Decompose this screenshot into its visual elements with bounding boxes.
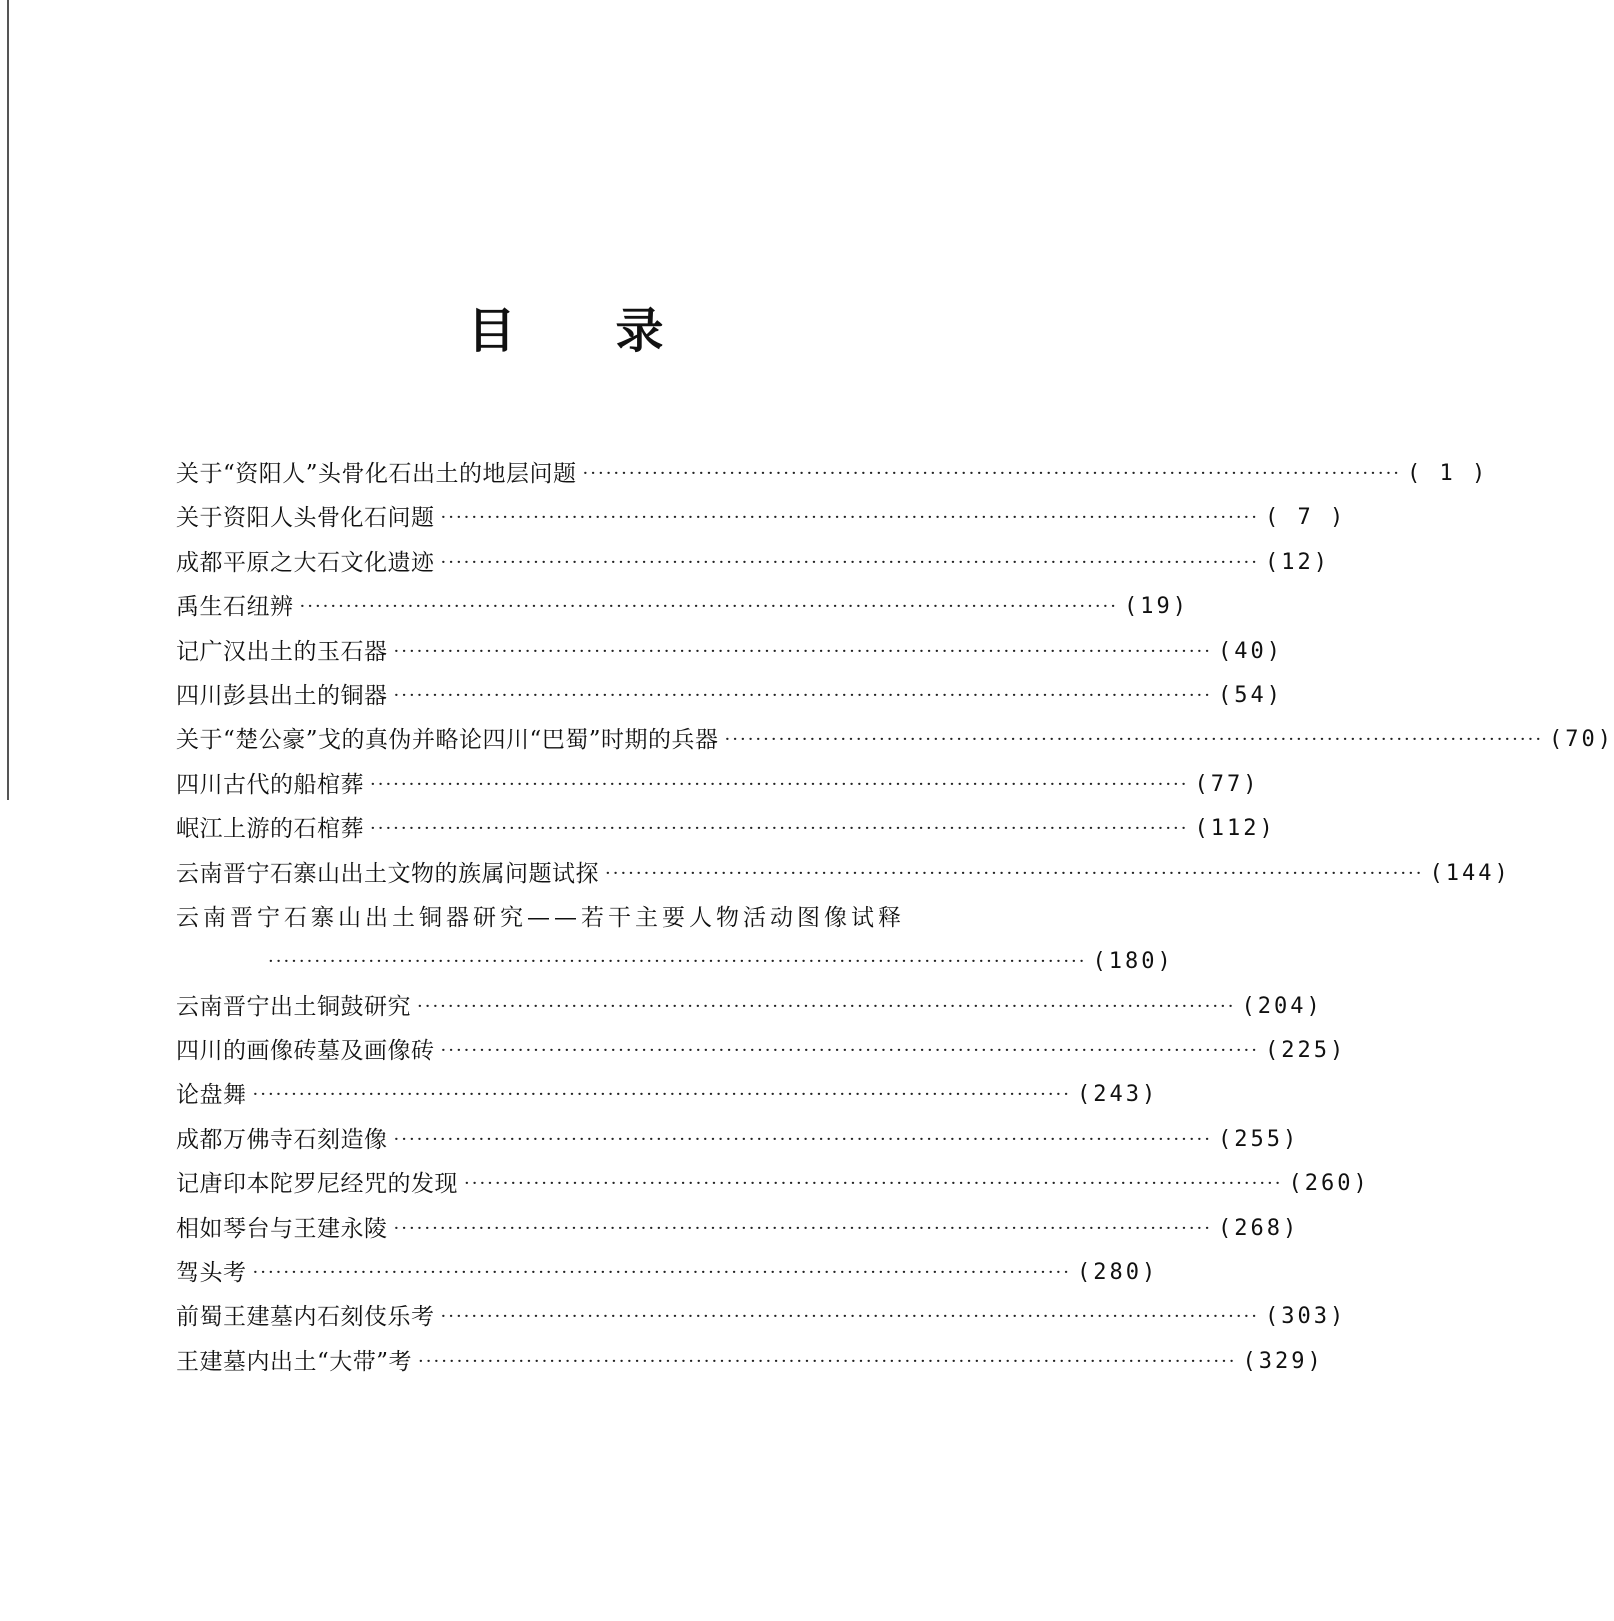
- page-margin-line: [7, 0, 9, 800]
- toc-entry-title: 关于“楚公豪”戈的真伪并略论四川“巴蜀”时期的兵器: [176, 727, 719, 754]
- toc-entry-title: 论盘舞: [176, 1082, 247, 1109]
- toc-entry[interactable]: [176, 896, 976, 940]
- toc-entry-title: 成都平原之大石文化遗迹: [176, 549, 435, 576]
- dot-leader: ··········································································································: [393, 1217, 1212, 1239]
- dot-leader: ··········································································································: [299, 596, 1118, 618]
- toc-entry-page: (268): [1218, 1215, 1300, 1241]
- toc-entry-title: 记唐印本陀罗尼经咒的发现: [176, 1171, 458, 1198]
- dot-leader: ··········································································································: [417, 995, 1236, 1017]
- toc-entry-title: 四川彭县出土的铜器: [176, 682, 388, 709]
- toc-entry[interactable]: [176, 1207, 1300, 1251]
- toc-entry-page: (329): [1242, 1348, 1324, 1374]
- dot-leader: ··········································································································: [370, 773, 1189, 795]
- toc-entry[interactable]: [176, 718, 1614, 762]
- toc-entry-title: 王建墓内出土“大带”考: [176, 1348, 413, 1375]
- toc-entry-page: (280): [1077, 1260, 1159, 1286]
- toc-entry-title: 记广汉出土的玉石器: [176, 638, 388, 665]
- toc-entry-page: (204): [1241, 993, 1323, 1019]
- dot-leader: ··········································································································: [418, 1350, 1237, 1372]
- toc-entry[interactable]: [176, 1073, 1159, 1117]
- toc-entry[interactable]: [176, 1029, 1347, 1073]
- toc-entry[interactable]: [176, 452, 1489, 496]
- toc-entry[interactable]: [176, 496, 1347, 540]
- dot-leader: ··········································································································: [440, 1040, 1259, 1062]
- toc-entry[interactable]: [176, 807, 1276, 851]
- toc-entry-title: 四川古代的船棺葬: [176, 771, 364, 798]
- toc-entry-title: 相如琴台与王建永陵: [176, 1215, 388, 1242]
- toc-entry[interactable]: [176, 1340, 1324, 1384]
- toc-entry-title: 云南晋宁出土铜鼓研究: [176, 993, 411, 1020]
- toc-entry-title: 云南晋宁石寨山出土文物的族属问题试探: [176, 860, 599, 887]
- toc-entry-title: 成都万佛寺石刻造像: [176, 1126, 388, 1153]
- toc-entry[interactable]: [176, 763, 1260, 807]
- toc-entry[interactable]: [176, 852, 1511, 896]
- toc-entry-page: (77): [1194, 771, 1260, 797]
- dot-leader: ··········································································································: [464, 1173, 1283, 1195]
- toc-entry[interactable]: [176, 985, 1323, 1029]
- toc-entry-page: (144): [1429, 860, 1511, 886]
- toc-entry-title: 关于资阳人头骨化石问题: [176, 505, 435, 532]
- toc-entry[interactable]: [176, 585, 1189, 629]
- page-title-char-2: 录: [615, 303, 664, 359]
- dot-leader: ··········································································································: [252, 1084, 1071, 1106]
- toc-entry[interactable]: [176, 674, 1283, 718]
- toc-entry-title: 前蜀王建墓内石刻伎乐考: [176, 1304, 435, 1331]
- toc-entry-title: 驾头考: [176, 1260, 247, 1287]
- toc-entry[interactable]: [176, 1162, 1370, 1206]
- toc-entry-page: (255): [1218, 1126, 1300, 1152]
- dot-leader: ··········································································································: [393, 1128, 1212, 1150]
- toc-entry-title: 云南晋宁石寨山出土铜器研究——若干主要人物活动图像试释: [176, 904, 905, 931]
- page-title: [0, 292, 1131, 361]
- dot-leader: ··········································································································: [268, 951, 1087, 973]
- toc-entry-page: (19): [1124, 594, 1189, 620]
- toc-entry[interactable]: [176, 1251, 1159, 1295]
- toc-entry-title: 关于“资阳人”头骨化石出土的地层问题: [176, 461, 577, 487]
- dot-leader: ··········································································································: [252, 1262, 1071, 1284]
- toc-entry[interactable]: [176, 541, 1330, 585]
- toc-entry-page: (12): [1265, 549, 1330, 575]
- dot-leader: ··········································································································: [440, 1306, 1259, 1328]
- toc-entry[interactable]: [176, 1295, 1347, 1339]
- dot-leader: ··········································································································: [393, 684, 1212, 706]
- dot-leader: ··········································································································: [393, 640, 1212, 662]
- dot-leader: ··········································································································: [440, 551, 1259, 573]
- dot-leader: ··········································································································: [605, 862, 1424, 884]
- toc-entry-title: 禹生石纽辨: [176, 594, 294, 621]
- toc-entry-page: (303): [1265, 1304, 1347, 1330]
- toc-entry-page: (243): [1077, 1082, 1159, 1108]
- toc-entry-page: (70): [1549, 727, 1614, 753]
- table-of-contents: [176, 452, 1614, 1384]
- toc-entry-page: (40): [1218, 638, 1283, 664]
- toc-entry-page: ( 7 ): [1265, 505, 1347, 531]
- toc-entry-page: (225): [1265, 1038, 1347, 1064]
- toc-entry-title: 四川的画像砖墓及画像砖: [176, 1038, 435, 1065]
- toc-entry-page: (112): [1194, 816, 1276, 842]
- dot-leader: ··········································································································: [370, 818, 1189, 840]
- toc-entry-page: ( 1 ): [1407, 461, 1489, 486]
- dot-leader: ··········································································································: [724, 729, 1544, 751]
- toc-entry[interactable]: [176, 630, 1283, 674]
- dot-leader: ··········································································································: [582, 463, 1402, 484]
- toc-entry-title: 岷江上游的石棺葬: [176, 816, 364, 843]
- page-title-char-1: 目: [467, 303, 516, 359]
- toc-entry-page: (260): [1288, 1171, 1370, 1197]
- toc-entry-page: (180): [1092, 949, 1174, 975]
- toc-entry[interactable]: [176, 1118, 1300, 1162]
- dot-leader: ··········································································································: [440, 507, 1259, 529]
- toc-entry-continuation[interactable]: [176, 940, 1174, 984]
- toc-entry-page: (54): [1218, 682, 1283, 708]
